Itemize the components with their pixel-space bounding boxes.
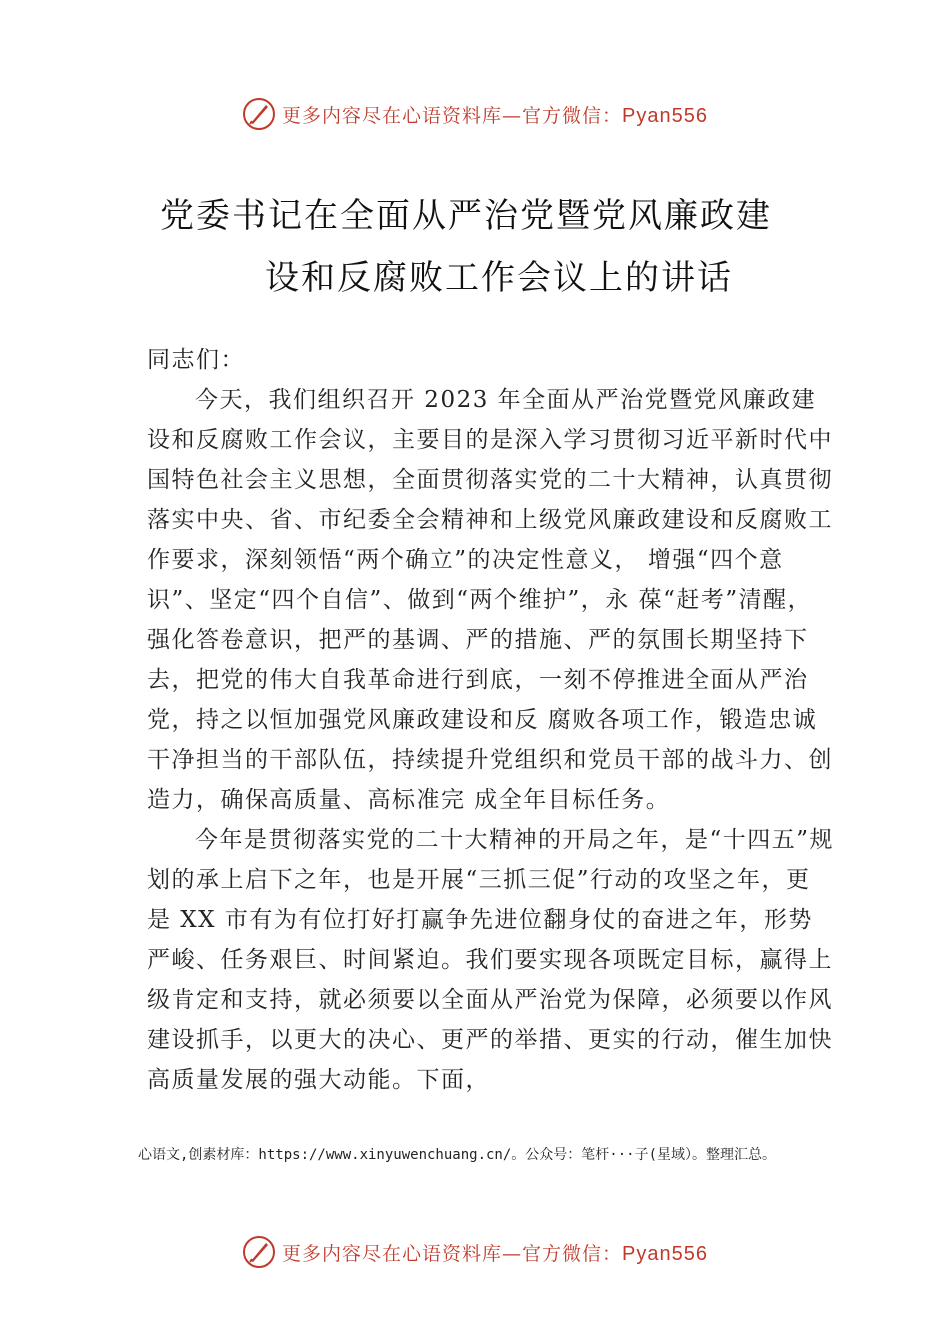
quill-pen-logo-icon (242, 1235, 276, 1269)
salutation: 同志们： (147, 347, 245, 373)
header-banner-text: 更多内容尽在心语资料库—官方微信：Pyan556 (282, 104, 708, 127)
paragraph-1: 今天，我们组织召开 2023 年全面从严治党暨党风廉政建设和反腐败工作会议，主要目的是深入学习贯彻习近平新时代中国特色社会主义思想，全面贯彻落实党的二十大精神，认真贯彻落实中央、省、市纪委全会精神和上级党风廉政建设和反腐败工作要求，深刻领悟“两个确立”的决定性意义， 增强“四个意识”、坚定“四个自信”、做到“两个维护”，永 葆“赶考”清醒，强化答卷意识，把严的基调、严的措施、严的氛围长期坚持下去，把党的伟大自我革命进行到底，一刻不停推进全面从严治党，持之以恒加强党风廉政建设和反 腐败各项工作，锻造忠诚干净担当的干部队伍，持续提升党组织和党员干部的战斗力、创造力，确保高质量、高标准完 成全年目标任务。 (147, 387, 833, 813)
quill-pen-logo-icon (242, 97, 276, 131)
source-footnote: 心语文,创素材库：https://www.xinyuwenchuang.cn/。公众号：笔杆···子(星域）。整理汇总。 (138, 1147, 777, 1163)
footer-banner (0, 1232, 950, 1272)
header-banner (0, 94, 950, 134)
paragraph-2: 今年是贯彻落实党的二十大精神的开局之年，是“十四五”规划的承上启下之年，也是开展“三抓三促”行动的攻坚之年，更是 XX 市有为有位打好打赢争先进位翻身仗的奋进之年，形势严峻、任务艰巨、时间紧迫。我们要实现各项既定目标，赢得上级肯定和支持，就必须要以全面从严治党为保障，必须要以作风建设抓手，以更大的决心、更严的举措、更实的行动，催生加快高质量发展的强大动能。下面， (147, 827, 835, 1093)
wechat-id: Pyan556 (622, 104, 708, 127)
document-body (147, 340, 835, 1100)
footer-banner-text: 更多内容尽在心语资料库—官方微信：Pyan556 (282, 1242, 708, 1265)
title-line-1: 党委书记在全面从严治党暨党风廉政建 (160, 196, 772, 236)
title-line-2: 设和反腐败工作会议上的讲话 (265, 258, 733, 298)
wechat-id: Pyan556 (622, 1242, 708, 1265)
